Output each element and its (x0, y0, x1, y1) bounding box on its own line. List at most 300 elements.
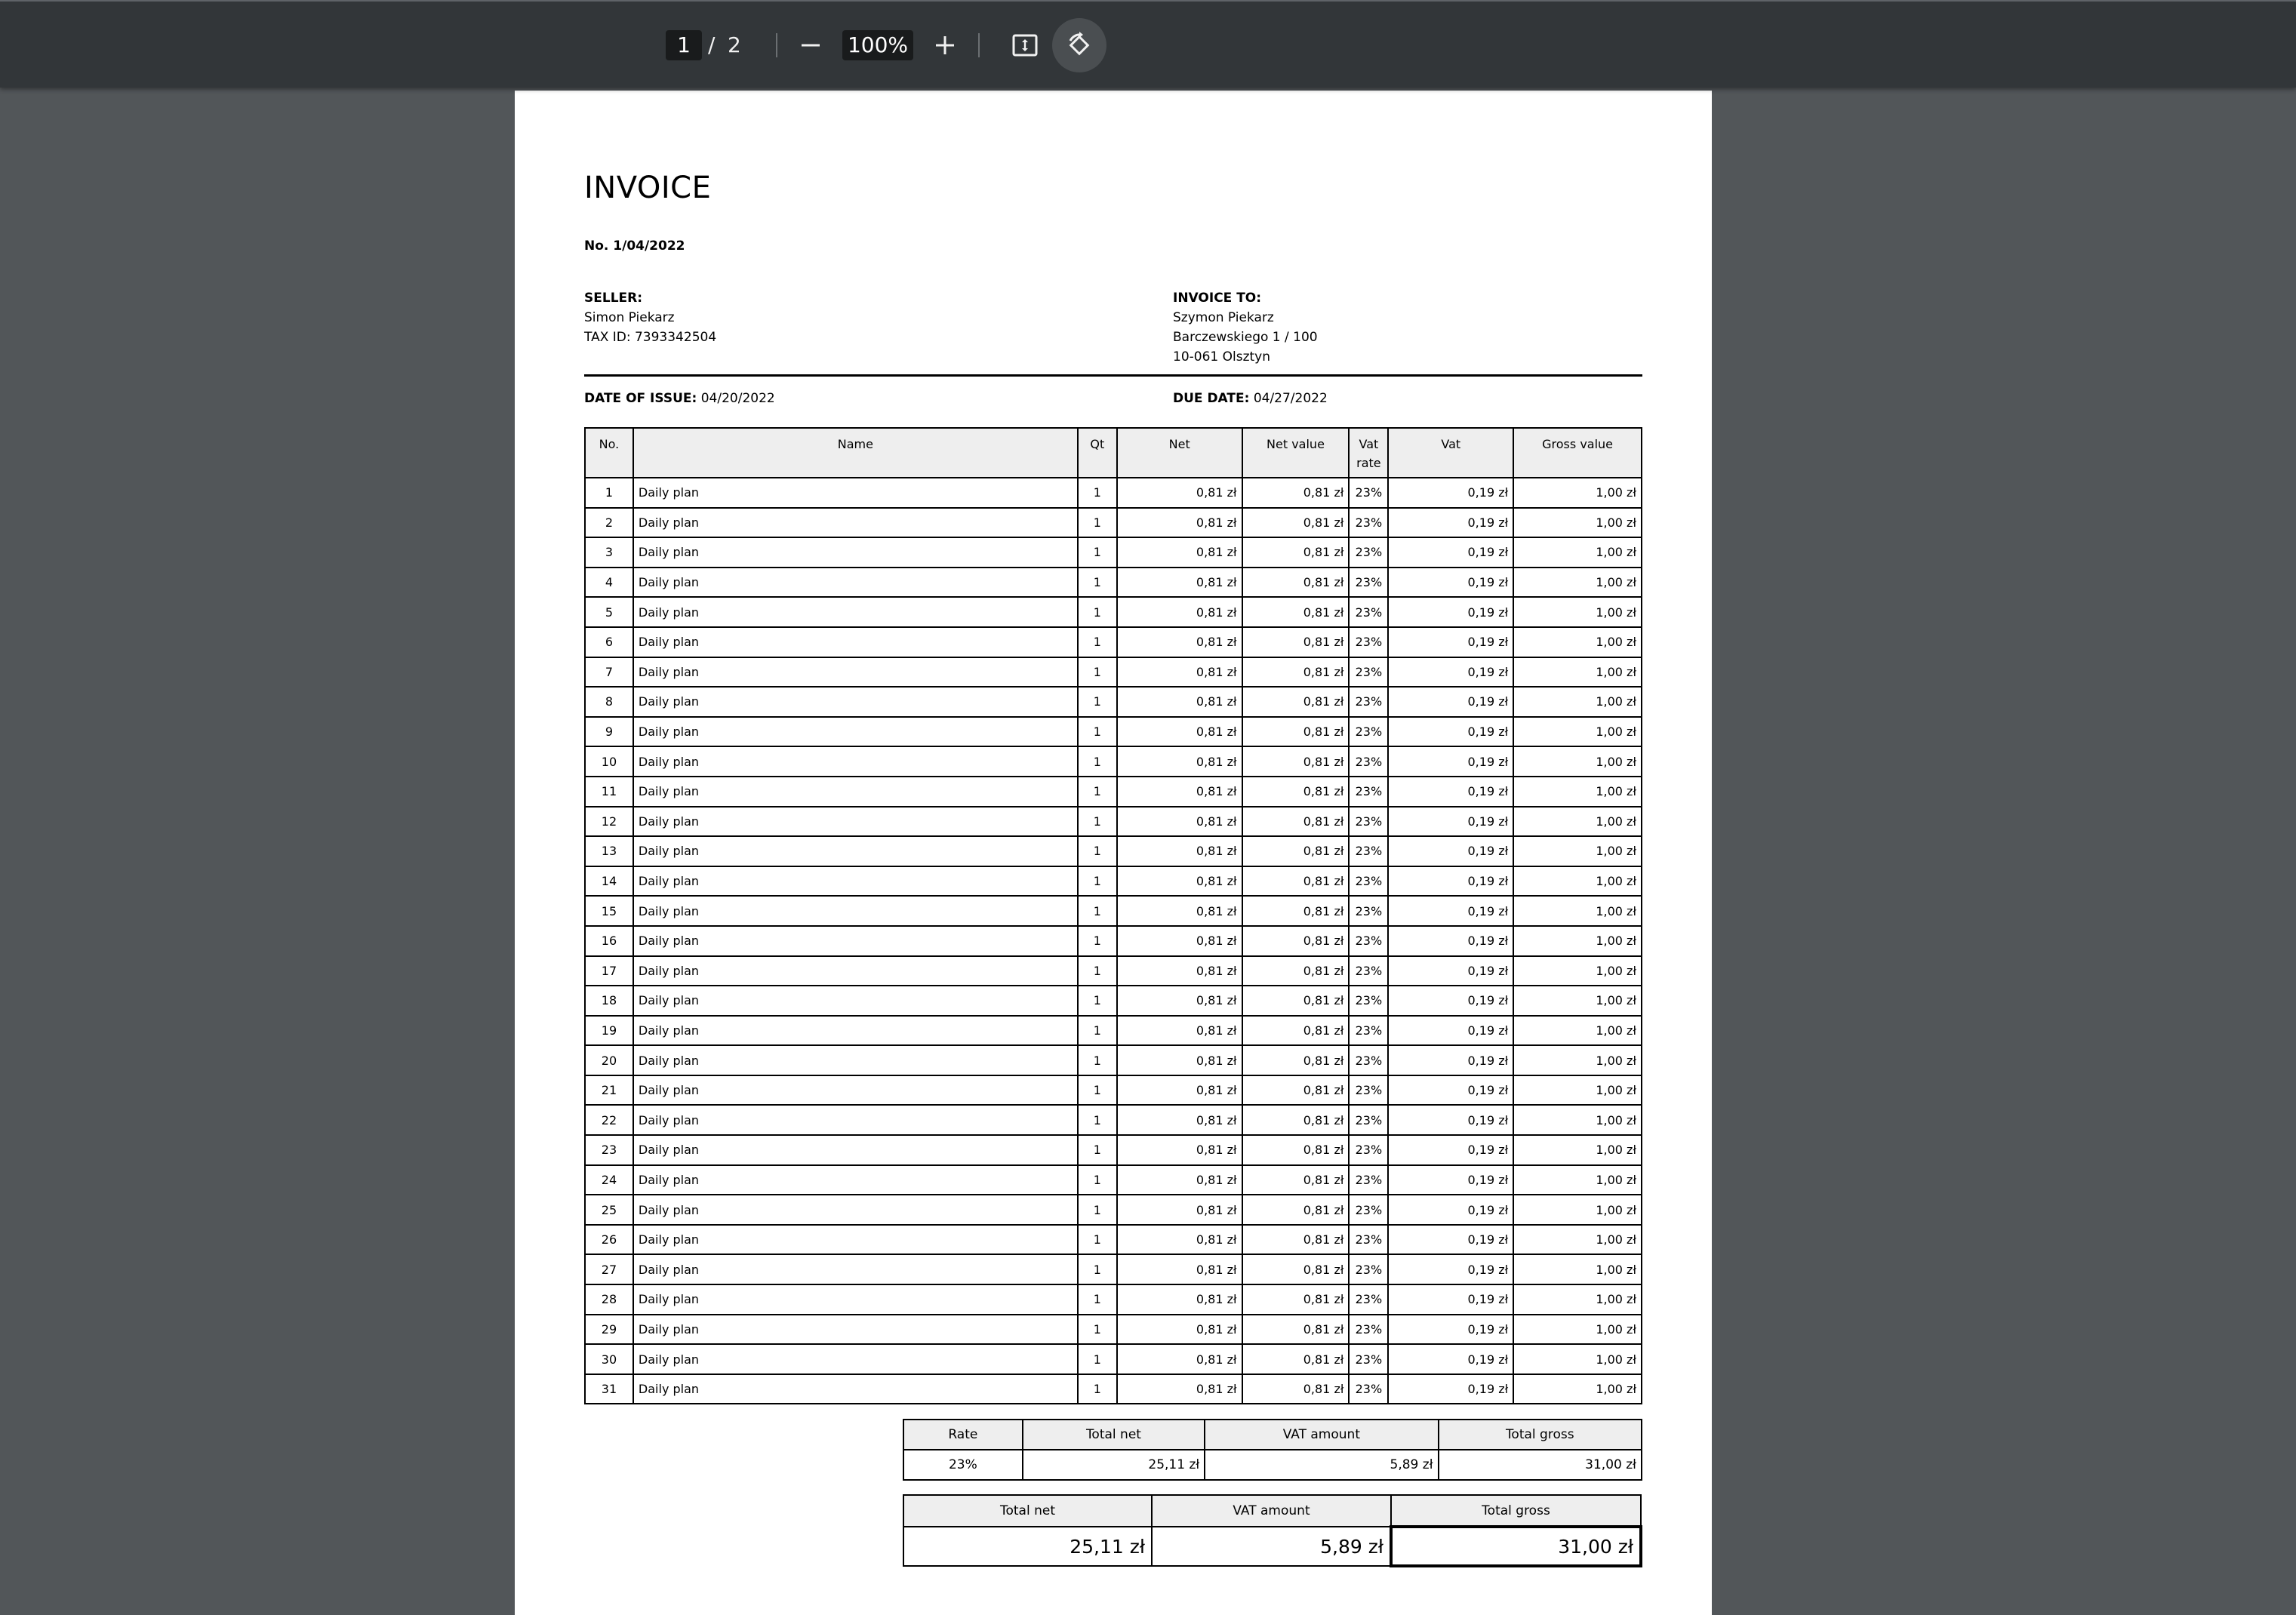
item-name: Daily plan (633, 1016, 1078, 1046)
item-qt: 1 (1078, 627, 1117, 657)
item-vat-rate: 23% (1349, 807, 1388, 837)
item-no: 27 (585, 1254, 633, 1284)
item-gross: 1,00 zł (1513, 746, 1642, 777)
item-net-value: 0,81 zł (1242, 956, 1350, 986)
table-row (585, 1075, 1642, 1106)
item-name: Daily plan (633, 896, 1078, 926)
totals-header-gross: Total gross (1391, 1495, 1641, 1527)
item-qt: 1 (1078, 866, 1117, 897)
zoom-out-icon (800, 35, 821, 56)
item-qt: 1 (1078, 777, 1117, 807)
col-header-net-value: Net value (1242, 428, 1350, 478)
item-net: 0,81 zł (1117, 896, 1242, 926)
table-row (585, 537, 1642, 568)
table-row (585, 866, 1642, 897)
fit-page-button[interactable] (998, 18, 1052, 72)
item-net: 0,81 zł (1117, 777, 1242, 807)
item-vat: 0,19 zł (1388, 478, 1513, 508)
item-gross: 1,00 zł (1513, 896, 1642, 926)
item-net: 0,81 zł (1117, 986, 1242, 1016)
seller-name: Simon Piekarz (584, 310, 675, 325)
item-vat-rate: 23% (1349, 777, 1388, 807)
item-vat: 0,19 zł (1388, 1195, 1513, 1225)
item-qt: 1 (1078, 956, 1117, 986)
item-net-value: 0,81 zł (1242, 597, 1350, 627)
divider (584, 374, 1642, 377)
table-row (585, 657, 1642, 688)
item-net-value: 0,81 zł (1242, 1195, 1350, 1225)
item-name: Daily plan (633, 986, 1078, 1016)
item-qt: 1 (1078, 896, 1117, 926)
item-net-value: 0,81 zł (1242, 1284, 1350, 1315)
table-row (585, 1254, 1642, 1284)
item-no: 24 (585, 1165, 633, 1195)
item-net-value: 0,81 zł (1242, 926, 1350, 956)
item-vat: 0,19 zł (1388, 717, 1513, 747)
totals-header-vat: VAT amount (1152, 1495, 1391, 1527)
item-gross: 1,00 zł (1513, 1135, 1642, 1165)
item-gross: 1,00 zł (1513, 1165, 1642, 1195)
item-net-value: 0,81 zł (1242, 1254, 1350, 1284)
zoom-in-icon (934, 35, 956, 56)
item-name: Daily plan (633, 537, 1078, 568)
grand-total-vat: 5,89 zł (1152, 1527, 1391, 1566)
item-no: 2 (585, 508, 633, 538)
issue-date (584, 391, 775, 406)
page-total: 2 (728, 32, 741, 57)
item-net: 0,81 zł (1117, 1045, 1242, 1075)
table-row (585, 717, 1642, 747)
item-no: 12 (585, 807, 633, 837)
item-vat-rate: 23% (1349, 717, 1388, 747)
item-vat: 0,19 zł (1388, 1075, 1513, 1106)
item-qt: 1 (1078, 1135, 1117, 1165)
item-no: 28 (585, 1284, 633, 1315)
col-header-vat-rate-line2: rate (1356, 456, 1381, 470)
item-vat-rate: 23% (1349, 1135, 1388, 1165)
table-row (585, 1195, 1642, 1225)
item-gross: 1,00 zł (1513, 1105, 1642, 1135)
item-net: 0,81 zł (1117, 1284, 1242, 1315)
item-no: 19 (585, 1016, 633, 1046)
item-net: 0,81 zł (1117, 1075, 1242, 1106)
item-net: 0,81 zł (1117, 717, 1242, 747)
table-row (585, 627, 1642, 657)
item-qt: 1 (1078, 1195, 1117, 1225)
item-qt: 1 (1078, 1374, 1117, 1404)
zoom-out-button[interactable] (789, 24, 832, 66)
seller-label: SELLER: (584, 291, 643, 306)
zoom-level-input[interactable]: 100% (842, 30, 913, 60)
item-gross: 1,00 zł (1513, 1195, 1642, 1225)
item-qt: 1 (1078, 807, 1117, 837)
item-name: Daily plan (633, 1254, 1078, 1284)
item-vat-rate: 23% (1349, 1016, 1388, 1046)
table-row (585, 1344, 1642, 1374)
item-vat: 0,19 zł (1388, 1045, 1513, 1075)
item-no: 4 (585, 568, 633, 598)
vat-summary-header-row (903, 1420, 1642, 1450)
item-vat-rate: 23% (1349, 926, 1388, 956)
table-row (585, 478, 1642, 508)
item-net: 0,81 zł (1117, 1225, 1242, 1255)
table-row (585, 746, 1642, 777)
item-net: 0,81 zł (1117, 1315, 1242, 1345)
item-no: 23 (585, 1135, 633, 1165)
item-net-value: 0,81 zł (1242, 717, 1350, 747)
item-vat: 0,19 zł (1388, 687, 1513, 717)
item-vat: 0,19 zł (1388, 1344, 1513, 1374)
item-qt: 1 (1078, 926, 1117, 956)
pdf-page (515, 91, 1712, 1615)
rotate-icon (1064, 30, 1094, 60)
item-gross: 1,00 zł (1513, 1045, 1642, 1075)
rotate-button[interactable] (1052, 18, 1106, 72)
item-vat-rate: 23% (1349, 1075, 1388, 1106)
item-vat-rate: 23% (1349, 866, 1388, 897)
item-net: 0,81 zł (1117, 568, 1242, 598)
item-no: 14 (585, 866, 633, 897)
item-name: Daily plan (633, 836, 1078, 866)
due-date-value: 04/27/2022 (1253, 391, 1328, 406)
summary-header-rate: Rate (903, 1420, 1023, 1450)
item-vat-rate: 23% (1349, 956, 1388, 986)
col-header-no: No. (585, 428, 633, 478)
item-vat: 0,19 zł (1388, 777, 1513, 807)
items-header-row (585, 428, 1642, 478)
item-no: 22 (585, 1105, 633, 1135)
item-vat: 0,19 zł (1388, 1016, 1513, 1046)
table-row (585, 597, 1642, 627)
item-qt: 1 (1078, 836, 1117, 866)
item-no: 7 (585, 657, 633, 688)
item-qt: 1 (1078, 478, 1117, 508)
item-net: 0,81 zł (1117, 1374, 1242, 1404)
table-row (585, 687, 1642, 717)
invoice-number: No. 1/04/2022 (584, 238, 685, 254)
item-qt: 1 (1078, 537, 1117, 568)
item-vat-rate: 23% (1349, 687, 1388, 717)
page-separator: / (708, 32, 716, 57)
col-header-vat-rate (1349, 428, 1388, 478)
item-net-value: 0,81 zł (1242, 1135, 1350, 1165)
summary-rate: 23% (903, 1450, 1023, 1480)
col-header-net: Net (1117, 428, 1242, 478)
item-net: 0,81 zł (1117, 926, 1242, 956)
item-name: Daily plan (633, 777, 1078, 807)
item-net-value: 0,81 zł (1242, 508, 1350, 538)
item-no: 17 (585, 956, 633, 986)
item-vat: 0,19 zł (1388, 1374, 1513, 1404)
item-no: 26 (585, 1225, 633, 1255)
item-name: Daily plan (633, 1165, 1078, 1195)
item-vat-rate: 23% (1349, 1045, 1388, 1075)
buyer-address-line1: Barczewskiego 1 / 100 (1173, 330, 1318, 345)
item-name: Daily plan (633, 1284, 1078, 1315)
item-net-value: 0,81 zł (1242, 1045, 1350, 1075)
item-net-value: 0,81 zł (1242, 687, 1350, 717)
item-vat-rate: 23% (1349, 896, 1388, 926)
table-row (585, 568, 1642, 598)
item-vat: 0,19 zł (1388, 986, 1513, 1016)
item-net-value: 0,81 zł (1242, 866, 1350, 897)
item-vat-rate: 23% (1349, 627, 1388, 657)
col-header-gross: Gross value (1513, 428, 1642, 478)
table-row (585, 508, 1642, 538)
table-row (585, 1105, 1642, 1135)
table-row (585, 1225, 1642, 1255)
item-no: 5 (585, 597, 633, 627)
item-gross: 1,00 zł (1513, 687, 1642, 717)
due-date-label: DUE DATE: (1173, 391, 1250, 406)
item-net: 0,81 zł (1117, 807, 1242, 837)
item-name: Daily plan (633, 1225, 1078, 1255)
table-row (585, 926, 1642, 956)
item-gross: 1,00 zł (1513, 777, 1642, 807)
item-gross: 1,00 zł (1513, 1075, 1642, 1106)
item-vat-rate: 23% (1349, 746, 1388, 777)
grand-total-net: 25,11 zł (903, 1527, 1152, 1566)
item-vat: 0,19 zł (1388, 1105, 1513, 1135)
page-number-input[interactable]: 1 (666, 30, 702, 60)
item-gross: 1,00 zł (1513, 597, 1642, 627)
item-vat: 0,19 zł (1388, 537, 1513, 568)
item-gross: 1,00 zł (1513, 657, 1642, 688)
item-vat-rate: 23% (1349, 597, 1388, 627)
item-no: 1 (585, 478, 633, 508)
item-vat: 0,19 zł (1388, 1254, 1513, 1284)
item-gross: 1,00 zł (1513, 1016, 1642, 1046)
item-name: Daily plan (633, 866, 1078, 897)
issue-date-label: DATE OF ISSUE: (584, 391, 697, 406)
item-vat: 0,19 zł (1388, 956, 1513, 986)
item-net-value: 0,81 zł (1242, 1225, 1350, 1255)
item-net: 0,81 zł (1117, 657, 1242, 688)
seller-tax-id: TAX ID: 7393342504 (584, 330, 717, 345)
item-qt: 1 (1078, 1045, 1117, 1075)
item-gross: 1,00 zł (1513, 836, 1642, 866)
vat-summary-table (903, 1419, 1642, 1481)
table-row (585, 956, 1642, 986)
item-vat: 0,19 zł (1388, 866, 1513, 897)
item-qt: 1 (1078, 1225, 1117, 1255)
table-row (585, 1016, 1642, 1046)
item-vat-rate: 23% (1349, 657, 1388, 688)
item-net: 0,81 zł (1117, 956, 1242, 986)
toolbar-divider (776, 33, 777, 57)
issue-date-value: 04/20/2022 (700, 391, 775, 406)
item-net: 0,81 zł (1117, 746, 1242, 777)
item-net: 0,81 zł (1117, 627, 1242, 657)
item-qt: 1 (1078, 1344, 1117, 1374)
fit-page-icon (1011, 32, 1039, 59)
item-name: Daily plan (633, 1374, 1078, 1404)
item-net: 0,81 zł (1117, 597, 1242, 627)
item-net: 0,81 zł (1117, 1254, 1242, 1284)
item-vat: 0,19 zł (1388, 1135, 1513, 1165)
item-net-value: 0,81 zł (1242, 1016, 1350, 1046)
item-net: 0,81 zł (1117, 537, 1242, 568)
items-table (584, 427, 1642, 1404)
buyer-label: INVOICE TO: (1173, 291, 1262, 306)
item-net: 0,81 zł (1117, 1105, 1242, 1135)
table-row (585, 1284, 1642, 1315)
summary-total-gross: 31,00 zł (1439, 1450, 1642, 1480)
item-name: Daily plan (633, 1045, 1078, 1075)
item-no: 30 (585, 1344, 633, 1374)
col-header-name: Name (633, 428, 1078, 478)
item-no: 11 (585, 777, 633, 807)
item-name: Daily plan (633, 508, 1078, 538)
table-row (585, 896, 1642, 926)
item-vat: 0,19 zł (1388, 1165, 1513, 1195)
item-net: 0,81 zł (1117, 687, 1242, 717)
item-vat: 0,19 zł (1388, 568, 1513, 598)
table-row (585, 1374, 1642, 1404)
item-no: 6 (585, 627, 633, 657)
item-name: Daily plan (633, 807, 1078, 837)
item-net-value: 0,81 zł (1242, 807, 1350, 837)
item-qt: 1 (1078, 657, 1117, 688)
item-qt: 1 (1078, 1075, 1117, 1106)
item-name: Daily plan (633, 478, 1078, 508)
table-row (585, 1165, 1642, 1195)
item-net-value: 0,81 zł (1242, 657, 1350, 688)
item-name: Daily plan (633, 1195, 1078, 1225)
item-net-value: 0,81 zł (1242, 478, 1350, 508)
item-vat-rate: 23% (1349, 478, 1388, 508)
item-net-value: 0,81 zł (1242, 896, 1350, 926)
buyer-name: Szymon Piekarz (1173, 310, 1274, 325)
item-gross: 1,00 zł (1513, 627, 1642, 657)
item-gross: 1,00 zł (1513, 1315, 1642, 1345)
items-body (585, 478, 1642, 1404)
item-vat-rate: 23% (1349, 537, 1388, 568)
item-gross: 1,00 zł (1513, 1344, 1642, 1374)
item-gross: 1,00 zł (1513, 568, 1642, 598)
item-name: Daily plan (633, 926, 1078, 956)
table-row (585, 1315, 1642, 1345)
table-row (585, 836, 1642, 866)
item-net-value: 0,81 zł (1242, 836, 1350, 866)
item-vat: 0,19 zł (1388, 807, 1513, 837)
item-vat: 0,19 zł (1388, 657, 1513, 688)
item-name: Daily plan (633, 687, 1078, 717)
table-row (585, 807, 1642, 837)
item-no: 3 (585, 537, 633, 568)
item-vat-rate: 23% (1349, 1344, 1388, 1374)
item-no: 13 (585, 836, 633, 866)
item-name: Daily plan (633, 1105, 1078, 1135)
invoice-title: INVOICE (584, 171, 712, 205)
item-vat: 0,19 zł (1388, 627, 1513, 657)
item-gross: 1,00 zł (1513, 986, 1642, 1016)
item-net-value: 0,81 zł (1242, 1075, 1350, 1106)
item-no: 29 (585, 1315, 633, 1345)
item-no: 15 (585, 896, 633, 926)
col-header-vat-rate-line1: Vat (1359, 437, 1379, 451)
vat-summary-row (903, 1450, 1642, 1480)
item-no: 18 (585, 986, 633, 1016)
item-net-value: 0,81 zł (1242, 986, 1350, 1016)
item-net: 0,81 zł (1117, 866, 1242, 897)
col-header-qt: Qt (1078, 428, 1117, 478)
toolbar-divider (978, 33, 980, 57)
item-name: Daily plan (633, 956, 1078, 986)
item-vat-rate: 23% (1349, 1284, 1388, 1315)
item-vat-rate: 23% (1349, 1315, 1388, 1345)
item-no: 10 (585, 746, 633, 777)
summary-header-total-gross: Total gross (1439, 1420, 1642, 1450)
item-net-value: 0,81 zł (1242, 1315, 1350, 1345)
item-gross: 1,00 zł (1513, 478, 1642, 508)
item-name: Daily plan (633, 657, 1078, 688)
item-vat: 0,19 zł (1388, 926, 1513, 956)
item-name: Daily plan (633, 1315, 1078, 1345)
item-net: 0,81 zł (1117, 1195, 1242, 1225)
item-vat-rate: 23% (1349, 568, 1388, 598)
item-vat: 0,19 zł (1388, 836, 1513, 866)
item-gross: 1,00 zł (1513, 508, 1642, 538)
item-name: Daily plan (633, 1344, 1078, 1374)
item-net-value: 0,81 zł (1242, 777, 1350, 807)
item-qt: 1 (1078, 986, 1117, 1016)
item-qt: 1 (1078, 1254, 1117, 1284)
item-vat: 0,19 zł (1388, 508, 1513, 538)
item-name: Daily plan (633, 568, 1078, 598)
item-gross: 1,00 zł (1513, 1225, 1642, 1255)
item-vat-rate: 23% (1349, 1195, 1388, 1225)
item-name: Daily plan (633, 597, 1078, 627)
item-no: 8 (585, 687, 633, 717)
item-vat-rate: 23% (1349, 986, 1388, 1016)
zoom-in-button[interactable] (924, 24, 966, 66)
item-gross: 1,00 zł (1513, 956, 1642, 986)
item-name: Daily plan (633, 746, 1078, 777)
item-gross: 1,00 zł (1513, 1284, 1642, 1315)
buyer-address-line2: 10-061 Olsztyn (1173, 349, 1271, 365)
seller-block (584, 288, 716, 347)
summary-total-net: 25,11 zł (1023, 1450, 1205, 1480)
item-name: Daily plan (633, 627, 1078, 657)
item-vat: 0,19 zł (1388, 597, 1513, 627)
item-net-value: 0,81 zł (1242, 1374, 1350, 1404)
item-vat-rate: 23% (1349, 1105, 1388, 1135)
item-no: 31 (585, 1374, 633, 1404)
summary-header-total-net: Total net (1023, 1420, 1205, 1450)
summary-vat-amount: 5,89 zł (1205, 1450, 1438, 1480)
item-vat: 0,19 zł (1388, 746, 1513, 777)
item-gross: 1,00 zł (1513, 1374, 1642, 1404)
due-date (1173, 391, 1328, 406)
item-name: Daily plan (633, 1135, 1078, 1165)
item-qt: 1 (1078, 508, 1117, 538)
item-no: 25 (585, 1195, 633, 1225)
item-vat: 0,19 zł (1388, 1284, 1513, 1315)
item-qt: 1 (1078, 597, 1117, 627)
item-net: 0,81 zł (1117, 1016, 1242, 1046)
item-vat: 0,19 zł (1388, 1225, 1513, 1255)
table-row (585, 1135, 1642, 1165)
item-name: Daily plan (633, 1075, 1078, 1106)
item-net: 0,81 zł (1117, 508, 1242, 538)
item-qt: 1 (1078, 717, 1117, 747)
item-qt: 1 (1078, 568, 1117, 598)
item-net-value: 0,81 zł (1242, 568, 1350, 598)
item-qt: 1 (1078, 1165, 1117, 1195)
totals-header-net: Total net (903, 1495, 1152, 1527)
item-qt: 1 (1078, 746, 1117, 777)
